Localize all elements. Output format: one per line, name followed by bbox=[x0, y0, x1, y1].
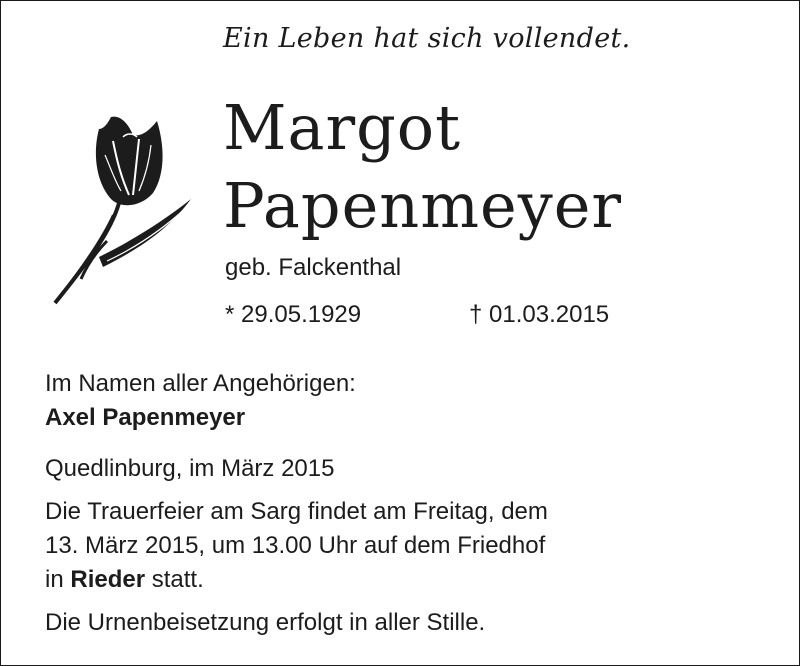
family-line: Im Namen aller Angehörigen: bbox=[45, 370, 356, 397]
deceased-last-name: Papenmeyer bbox=[223, 169, 623, 242]
family-name: Axel Papenmeyer bbox=[45, 404, 246, 431]
funeral-line-2: 13. März 2015, um 13.00 Uhr auf dem Friedhof bbox=[45, 532, 546, 559]
deceased-first-name: Margot bbox=[223, 91, 462, 164]
birth-name: geb. Falckenthal bbox=[225, 254, 402, 281]
funeral-place: Rieder bbox=[70, 566, 146, 593]
birth-date: * 29.05.1929 bbox=[225, 301, 362, 328]
tulip-icon bbox=[41, 111, 201, 311]
funeral-line-1: Die Trauerfeier am Sarg findet am Freitag, dem bbox=[45, 498, 548, 525]
place-date: Quedlinburg, im März 2015 bbox=[45, 455, 335, 482]
funeral-line-3 bbox=[45, 563, 204, 597]
urn-line: Die Urnenbeisetzung erfolgt in aller Stille. bbox=[45, 609, 486, 636]
funeral-line-3-suffix: statt. bbox=[151, 566, 204, 593]
funeral-line-3-prefix: in bbox=[45, 566, 64, 593]
death-date: † 01.03.2015 bbox=[469, 301, 610, 328]
motto: Ein Leben hat sich vollendet. bbox=[223, 23, 631, 54]
